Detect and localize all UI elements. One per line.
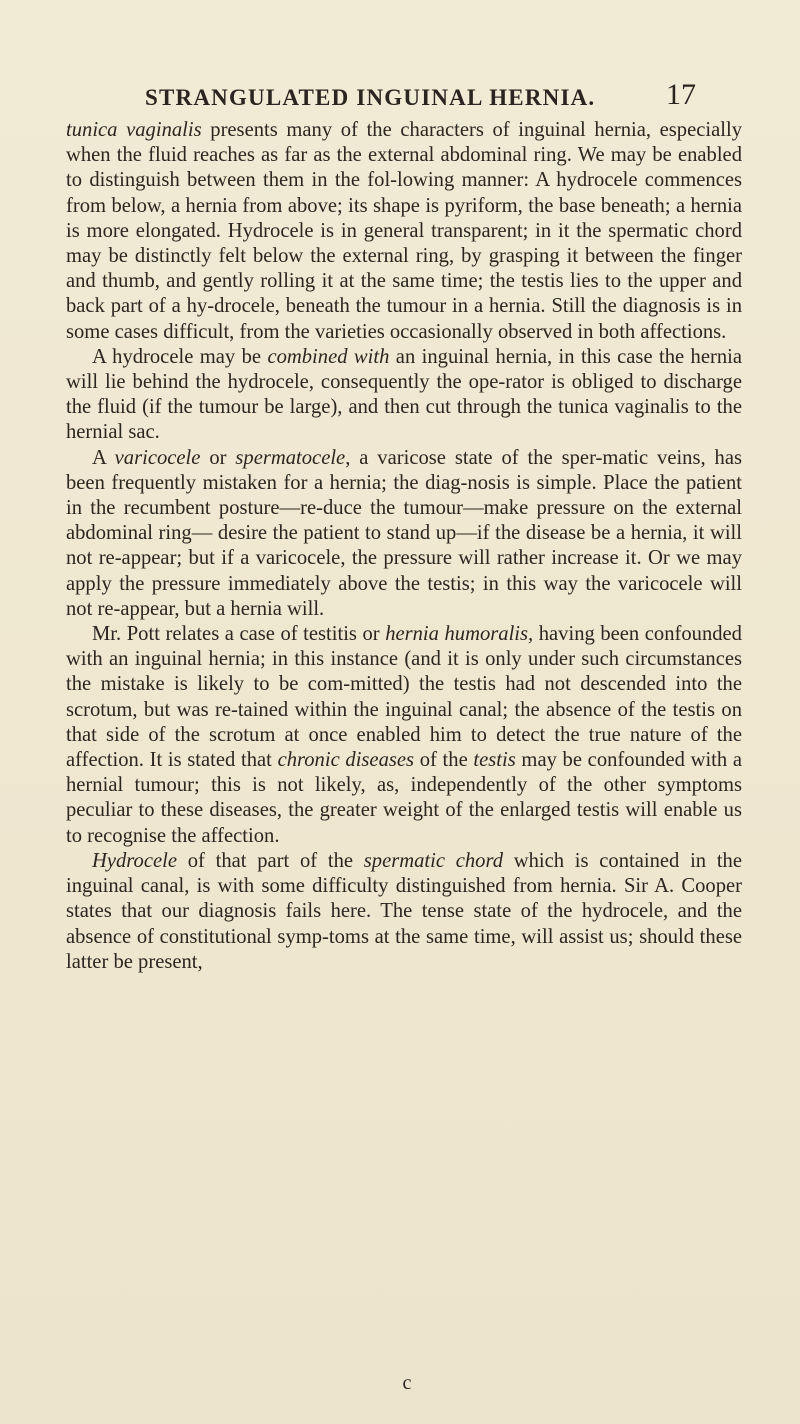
paragraph xyxy=(66,622,742,849)
text-run: an inguinal hernia, in this case the hernia will lie behind the hydrocele, consequently the ope-rator is obliged to discharge the fluid (if the tumour be large), and then cut through the tunica vaginalis to the hernial sac. xyxy=(66,345,743,444)
italic-term: spermatocele xyxy=(235,446,346,469)
text-run: may be confounded with a hernial tumour; this is not likely, as, independently of the other symptoms peculiar to these diseases, the greater weight of the enlarged testis will enable us to recognise the affection. xyxy=(66,749,743,847)
running-head: STRANGULATED INGUINAL HERNIA. xyxy=(145,85,596,110)
text-run: of that part of the xyxy=(177,849,364,872)
italic-term: combined with xyxy=(267,345,390,368)
italic-term: spermatic chord xyxy=(363,849,504,872)
paragraph xyxy=(66,345,742,446)
text-run: of the xyxy=(414,749,474,772)
italic-term: testis xyxy=(473,749,516,772)
body-text xyxy=(66,118,742,975)
text-run: or xyxy=(200,446,236,469)
text-run: , a varicose state of the sper-matic veins, has been frequently mistaken for a hernia; the diag-nosis is simple. Place the patient in the recumbent posture—re-duce the tumour—make pressure on the external abdominal ring— desire the patient to stand up—if the disease be a hernia, it will not re-appear; but if a varicocele, the pressure will rather increase it. Or we may apply the pressure immediately above the testis; in this way the varicocele will not re-appear, but a hernia will. xyxy=(66,446,742,620)
italic-term: chronic diseases xyxy=(277,749,415,772)
signature-mark xyxy=(0,1372,800,1395)
italic-term: varicocele xyxy=(114,446,201,469)
text-run: having been confounded with an inguinal hernia; in this instance (and it is only under such circumstances the mistake is likely to be com-mitted) the testis had not descended into the scrotum, but was re-tained within the inguinal canal; the absence of the testis on that side of the scrotum at once enabled him to detect the true nature of the affection. It is stated that xyxy=(66,623,742,772)
paragraph xyxy=(66,446,742,622)
paragraph xyxy=(66,849,742,975)
italic-term: hernia humoralis, xyxy=(385,623,534,646)
page-number: 17 xyxy=(666,78,696,111)
text-run: A xyxy=(92,446,115,469)
paragraph xyxy=(66,118,742,345)
italic-term: tunica vaginalis xyxy=(66,119,202,141)
italic-term: Hydrocele xyxy=(92,849,177,872)
signature-letter: c xyxy=(402,1372,412,1394)
text-run: which is contained in the inguinal canal, is with some difficulty distinguished from hernia. Sir A. Cooper states that our diagnosis fails here. The tense state of the hydrocele, and the absence of constitutional symp-toms at the same time, will assist us; should these latter be present, xyxy=(66,849,742,973)
text-run: A hydrocele may be xyxy=(92,345,268,368)
text-run: presents many of the characters of inguinal hernia, especially when the fluid reaches as far as the external abdominal ring. We may be enabled to distinguish between them in the fol-lowing manner: A hydrocele commences from below, a hernia from above; its shape is pyriform, the base beneath; a hernia is more elongated. Hydrocele is in general transparent; in it the spermatic chord may be distinctly felt below the external ring, by grasping it between the finger and thumb, and gently rolling it at the same time; the testis lies to the upper and back part of a hy-drocele, beneath the tumour in a hernia. Still the diagnosis is in some cases difficult, from the varieties occasionally observed in both affections. xyxy=(66,119,742,343)
text-run: Mr. Pott relates a case of testitis or xyxy=(92,623,386,646)
